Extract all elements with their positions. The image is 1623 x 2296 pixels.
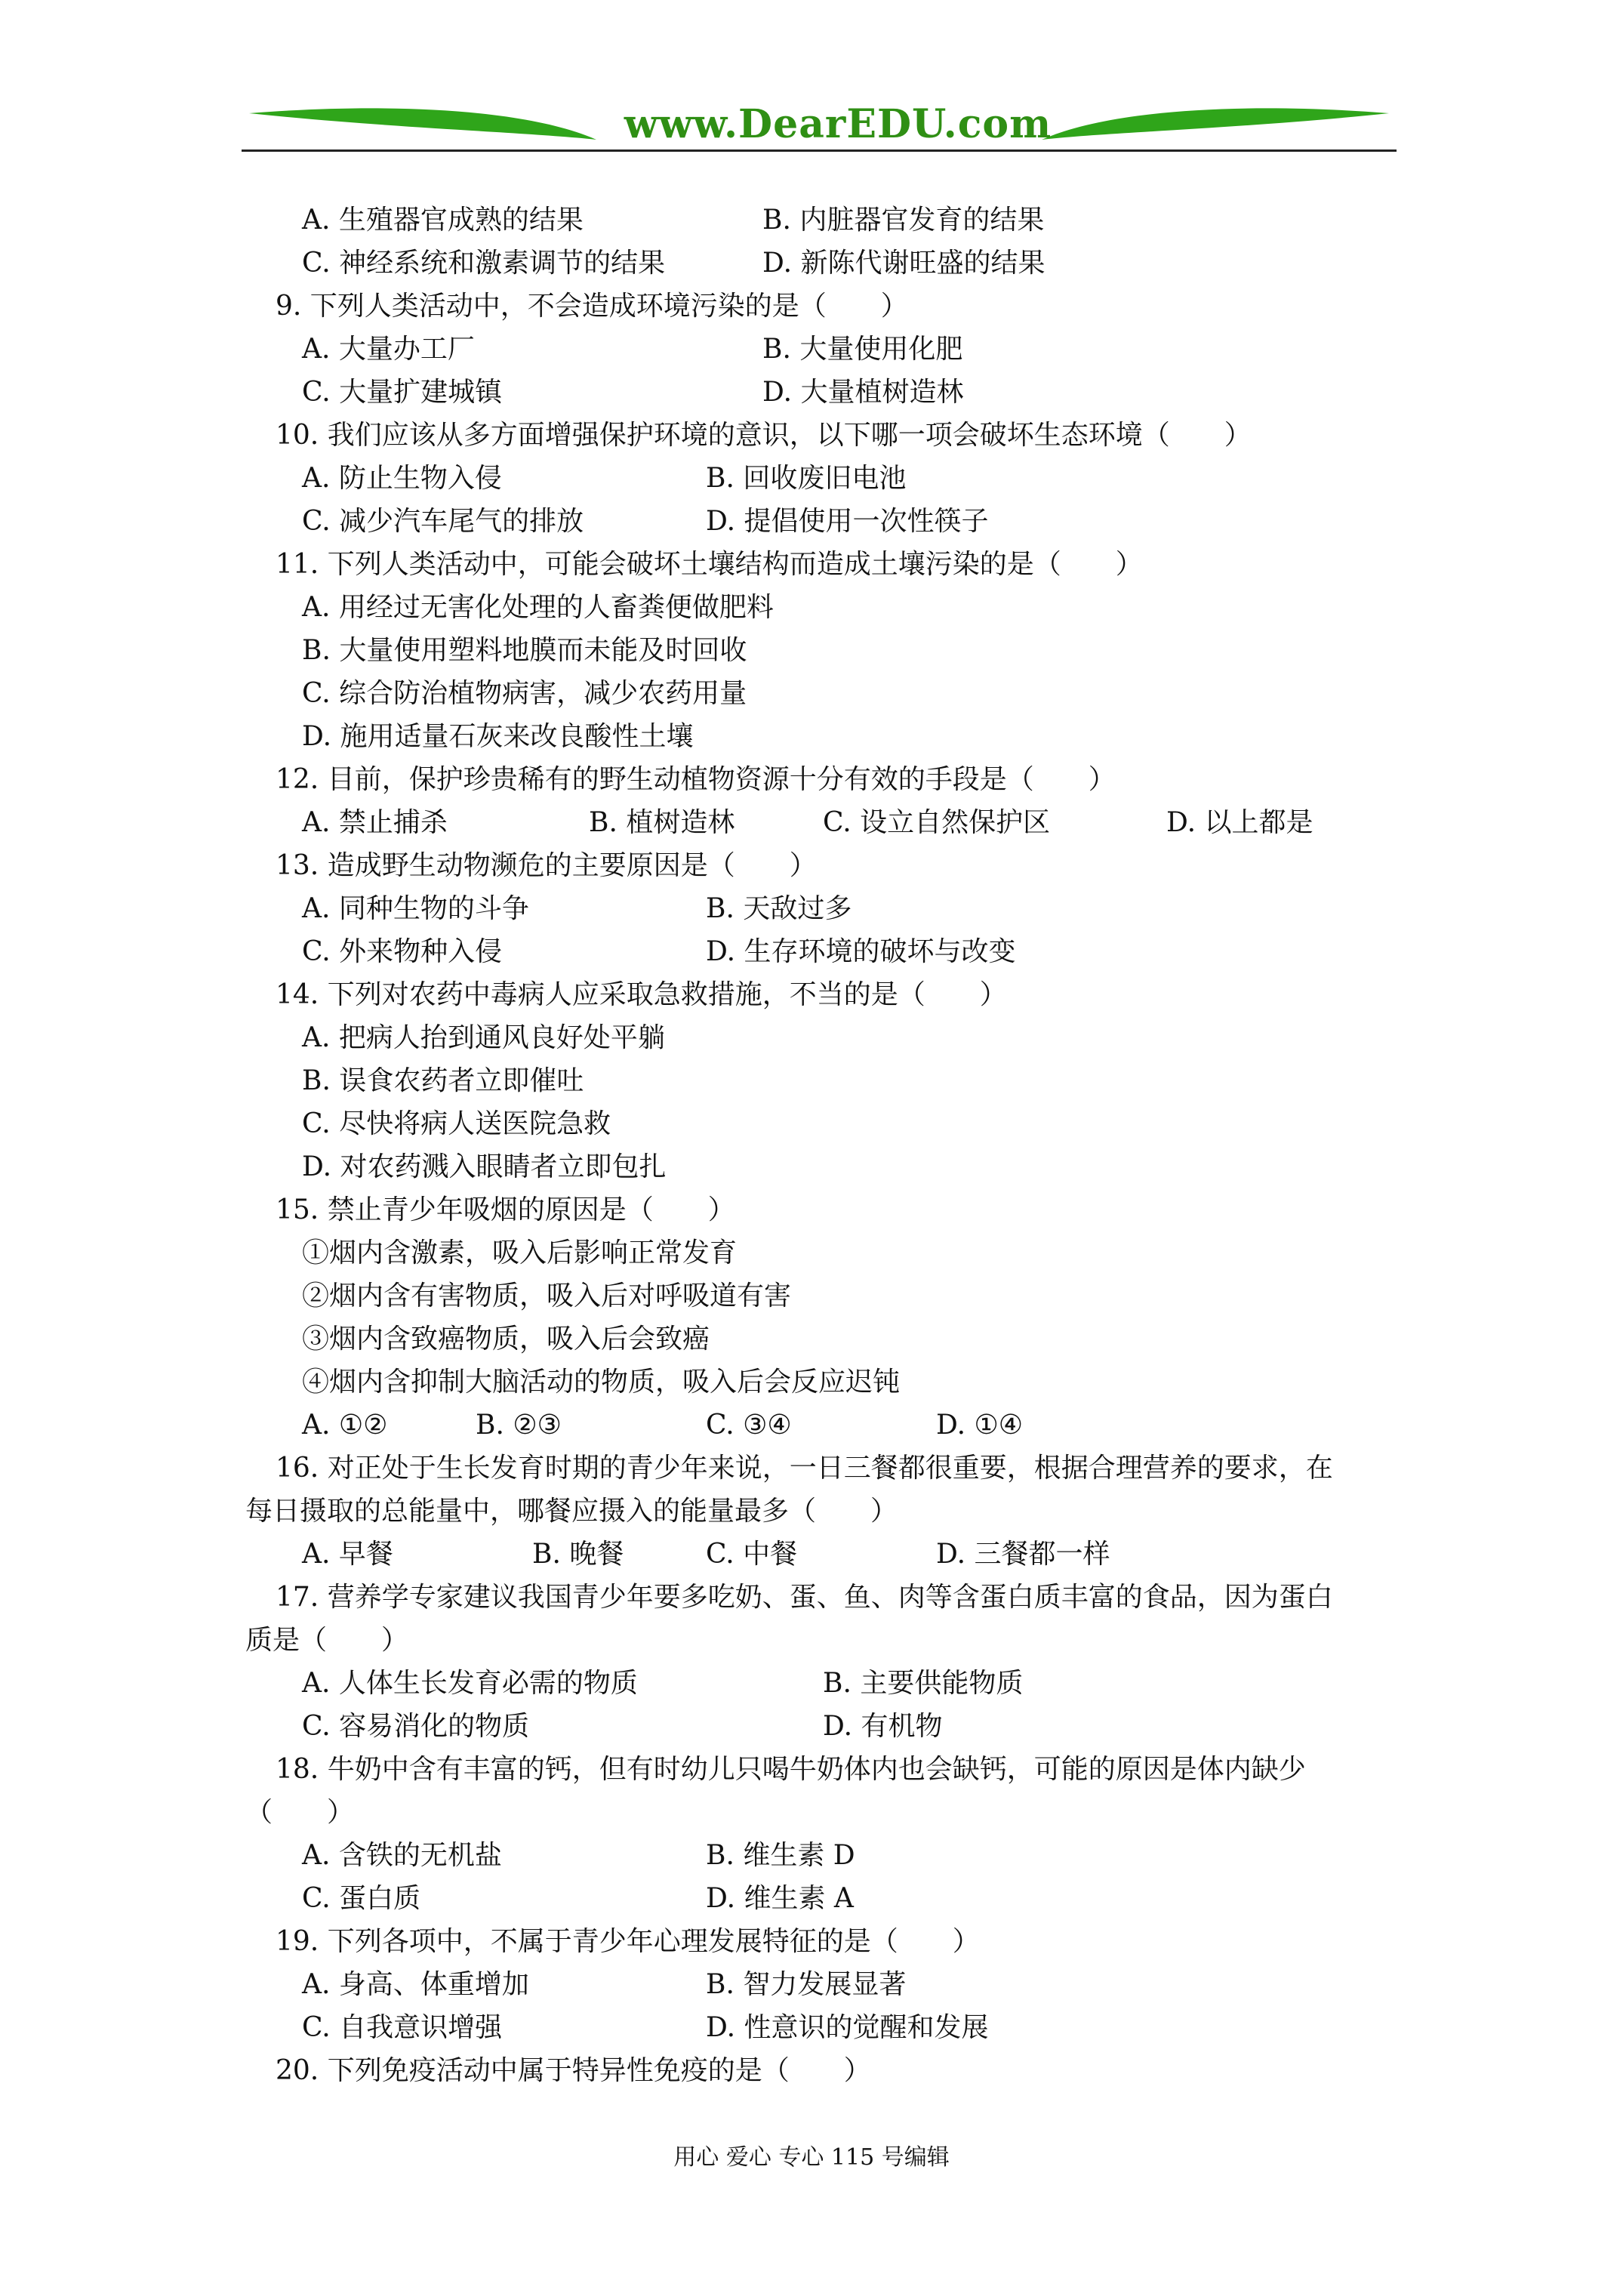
option-text: A. 大量办工厂 [302,334,475,365]
text-line [0,1151,1623,1184]
question-text: D. 施用适量石灰来改良酸性土壤 [302,721,694,752]
text-line [0,1667,1623,1700]
option-text: A. 同种生物的斗争 [302,893,529,924]
question-text: ④烟内含抑制大脑活动的物质，吸入后会反应迟钝 [302,1367,901,1398]
text-line [0,1624,1623,1657]
text-line [0,1280,1623,1313]
text-line [0,1022,1623,1055]
option-text: B. 维生素 D [706,1840,855,1871]
question-text: D. 对农药溅入眼睛者立即包扎 [302,1151,667,1182]
text-line [0,548,1623,581]
option-text: B. 智力发展显著 [706,1969,907,2000]
text-line [0,1194,1623,1227]
text-line [0,1495,1623,1528]
question-text: 19. 下列各项中，不属于青少年心理发展特征的是（ ） [276,1926,980,1957]
text-line [0,1065,1623,1098]
option-text: D. 三餐都一样 [936,1539,1110,1570]
option-text: D. 性意识的觉醒和发展 [706,2012,989,2043]
text-line [0,1237,1623,1270]
option-text: C. 设立自然保护区 [823,807,1051,838]
text-line [0,1968,1623,2002]
question-text: 质是（ ） [245,1625,409,1656]
question-text: （ ） [245,1797,355,1828]
question-text: 18. 牛奶中含有丰富的钙，但有时幼儿只喝牛奶体内也会缺钙，可能的原因是体内缺少 [276,1754,1306,1785]
text-line [0,1538,1623,1571]
text-line [0,2054,1623,2088]
question-text: 17. 营养学专家建议我国青少年要多吃奶、蛋、鱼、肉等含蛋白质丰富的食品，因为蛋白 [276,1582,1333,1613]
text-line [0,634,1623,667]
text-line [0,376,1623,409]
text-line [0,333,1623,366]
option-text: A. 含铁的无机盐 [302,1840,502,1871]
option-text: A. 人体生长发育必需的物质 [302,1668,638,1699]
option-text: B. 植树造林 [589,807,735,838]
text-line [0,1366,1623,1399]
question-text: C. 尽快将病人送医院急救 [302,1108,611,1139]
text-line [0,1581,1623,1614]
option-text: D. 大量植树造林 [762,377,964,408]
option-text: A. 生殖器官成熟的结果 [302,205,584,236]
text-line [0,1108,1623,1141]
text-line [0,978,1623,1012]
question-text: 16. 对正处于生长发育时期的青少年来说，一日三餐都很重要，根据合理营养的要求，在 [276,1453,1333,1484]
option-text: D. 新陈代谢旺盛的结果 [762,248,1046,279]
option-text: D. 维生素 A [706,1883,854,1914]
question-text: B. 大量使用塑料地膜而未能及时回收 [302,635,747,666]
text-line [0,1882,1623,1915]
question-text: 20. 下列免疫活动中属于特异性免疫的是（ ） [276,2055,871,2086]
option-text: D. 生存环境的破坏与改变 [706,936,1016,967]
question-text: 12. 目前，保护珍贵稀有的野生动植物资源十分有效的手段是（ ） [276,764,1116,795]
option-text: C. 减少汽车尾气的排放 [302,506,584,537]
question-text: ②烟内含有害物质，吸入后对呼吸道有害 [302,1281,792,1311]
option-text: B. 大量使用化肥 [762,334,963,365]
option-text: A. 禁止捕杀 [302,807,448,838]
question-text: C. 综合防治植物病害，减少农药用量 [302,678,747,709]
question-text: ①烟内含激素，吸入后影响正常发育 [302,1237,738,1268]
option-text: D. ①④ [936,1410,1024,1441]
text-line [0,419,1623,452]
question-text: 14. 下列对农药中毒病人应采取急救措施，不当的是（ ） [276,979,1007,1010]
text-line [0,2011,1623,2045]
text-line [0,849,1623,883]
question-text: 11. 下列人类活动中，可能会破坏土壤结构而造成土壤污染的是（ ） [276,549,1143,580]
text-line [0,1452,1623,1485]
option-text: C. 自我意识增强 [302,2012,503,2043]
option-text: C. 大量扩建城镇 [302,377,503,408]
text-line [0,204,1623,237]
question-text: 15. 禁止青少年吸烟的原因是（ ） [276,1194,735,1225]
text-line [0,1796,1623,1829]
text-line [0,247,1623,280]
question-text: A. 把病人抬到通风良好处平躺 [302,1022,665,1053]
text-line [0,935,1623,969]
question-text: 9. 下列人类活动中，不会造成环境污染的是（ ） [276,291,908,322]
question-text: B. 误食农药者立即催吐 [302,1065,584,1096]
option-text: D. 以上都是 [1166,807,1313,838]
option-text: C. 神经系统和激素调节的结果 [302,248,666,279]
option-text: C. 蛋白质 [302,1883,421,1914]
option-text: A. 防止生物入侵 [302,463,502,494]
option-text: B. 天敌过多 [706,893,852,924]
text-line [0,1925,1623,1959]
question-text: 每日摄取的总能量中，哪餐应摄入的能量最多（ ） [245,1496,898,1527]
text-line [0,290,1623,323]
option-text: B. ②③ [476,1410,562,1441]
option-text: C. 容易消化的物质 [302,1711,530,1742]
text-line [0,1839,1623,1872]
option-text: A. ①② [302,1410,388,1441]
text-line [0,1753,1623,1786]
option-text: D. 有机物 [823,1711,943,1742]
question-text: 10. 我们应该从多方面增强保护环境的意识，以下哪一项会破坏生态环境（ ） [276,420,1252,451]
text-line [0,677,1623,710]
text-line [0,892,1623,926]
page-footer: 用心 爱心 专心 115 号编辑 [673,2144,950,2171]
question-text: ③烟内含致癌物质，吸入后会致癌 [302,1324,710,1354]
text-line [0,1409,1623,1442]
option-text: B. 主要供能物质 [823,1668,1024,1699]
option-text: C. 外来物种入侵 [302,936,503,967]
text-line [0,462,1623,495]
option-text: B. 内脏器官发育的结果 [762,205,1045,236]
text-line [0,763,1623,797]
option-text: D. 提倡使用一次性筷子 [706,506,989,537]
text-line [0,720,1623,754]
question-text: 13. 造成野生动物濒危的主要原因是（ ） [276,850,817,881]
option-text: A. 身高、体重增加 [302,1969,529,2000]
option-text: C. 中餐 [706,1539,798,1570]
text-line [0,591,1623,624]
text-line [0,1710,1623,1743]
option-text: B. 回收废旧电池 [706,463,907,494]
option-text: B. 晚餐 [532,1539,624,1570]
option-text: A. 早餐 [302,1539,393,1570]
question-text: A. 用经过无害化处理的人畜粪便做肥料 [302,592,774,623]
text-line [0,505,1623,538]
text-line [0,806,1623,840]
text-line [0,1323,1623,1356]
site-logo-text[interactable]: www.DearEDU.com [624,101,1052,147]
option-text: C. ③④ [706,1410,792,1441]
